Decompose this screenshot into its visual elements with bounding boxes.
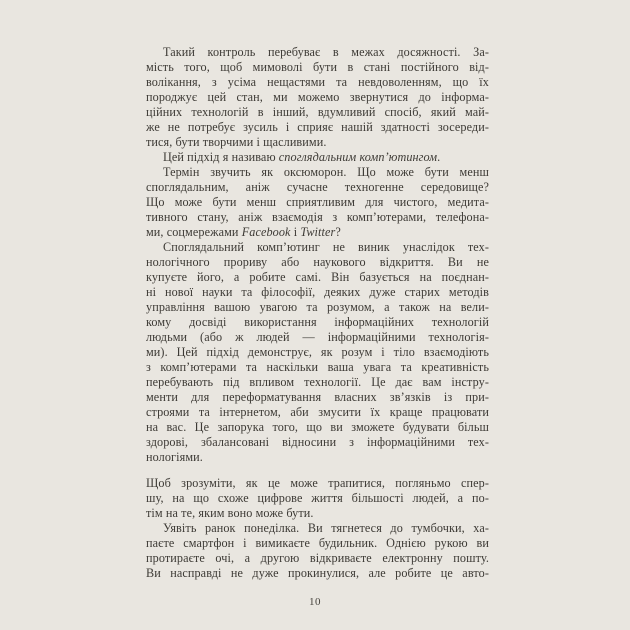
text-line: здорові, збалансовані відносини з інформаційними тех- [146,435,489,449]
paragraph-6 [146,521,489,581]
text-segment: ? [335,225,341,239]
text-line: на вас. Це запорука того, що ви зможете будувати більш [146,420,489,434]
text-line: ційних технологій в інший, вдумливий спосіб, який май- [146,105,489,119]
brand-name-twitter: Twitter [300,225,336,239]
text-line: нологіями. [146,450,203,464]
text-line: тися, бути творчими і щасливими. [146,135,327,149]
paragraph-2 [146,150,489,165]
text-line: тивного стану, аніж взаємодія з комп’ютерами, телефона- [146,210,489,224]
text-line: Щоб зрозуміти, як це може трапитися, погляньмо спер- [146,476,489,490]
text-line: Споглядальний комп’ютинг не виник унаслідок тех- [163,240,489,254]
text-line: Уявіть ранок понеділка. Ви тягнетеся до тумбочки, ха- [163,521,489,535]
text-line: Такий контроль перебуває в межах досяжності. За- [163,45,489,59]
paragraph-5 [146,476,489,521]
text-line: Що може бути менш сприятливим для чистого, медита- [146,195,489,209]
text-line: мість того, щоб мимоволі бути в стані постійного від- [146,60,489,74]
text-line: шу, на що схоже цифрове життя більшості людей, а по- [146,491,489,505]
text-line [146,150,489,165]
text-line: породжує цей стан, ми можемо звернутися до інформа- [146,90,489,104]
text-line: паєте смартфон і вимикаєте будильник. Однією рукою ви [146,536,489,550]
text-line: ні нової науки та філософії, деяких дуже старих методів [146,285,489,299]
paragraph-3 [146,165,489,240]
text-segment: . [437,150,441,164]
text-line [146,225,489,240]
text-line: нологічного прориву або наукового відкриття. Ви не [146,255,489,269]
text-line: Термін звучить як оксюморон. Що може бути менш [163,165,489,179]
brand-name-facebook: Facebook [241,225,291,239]
text-line: строями та інтернетом, аби змусити їх краще працювати [146,405,489,419]
text-line: людьми (або ж людей — інформаційними технологія- [146,330,489,344]
text-line: з комп’ютерами та наскільки ваша увага та креативність [146,360,489,374]
paragraph-1 [146,45,489,150]
text-line: споглядальним, аніж сучасне техногенне середовище? [146,180,489,194]
section-break [146,465,489,476]
paragraph-4 [146,240,489,465]
italic-term: споглядальним комп’ютингом [278,150,438,164]
text-line: перебувають під впливом технології. Це дає вам інстру- [146,375,489,389]
text-line: же не потребує зусиль і сприяє нашій здатності зосереди- [146,120,489,134]
text-line: управління вашою увагою та розумом, а також на вели- [146,300,489,314]
text-segment: і [290,225,301,239]
text-line: ми). Цей підхід демонструє, як розум і тіло взаємодіють [146,345,489,359]
text-line: кому досвіді використання інформаційних технологій [146,315,489,329]
text-line: протираєте очі, а другою відкриваєте електронну пошту. [146,551,489,565]
text-line: купуєте його, а робите самі. Він базується на поєднан- [146,270,489,284]
text-line: менти для переформатування власних зв’язків із при- [146,390,489,404]
text-line: волікання, з усіма нещастями та невдоволенням, що їх [146,75,489,89]
text-line: тім на те, яким воно може бути. [146,506,314,520]
body-text [146,45,489,581]
text-segment: Цей підхід я називаю [163,150,279,164]
page-number: 10 [309,596,321,608]
text-line: Ви насправді не дуже прокинулися, але робите це авто- [146,566,489,580]
text-segment: ми, соцмережами [146,225,242,239]
